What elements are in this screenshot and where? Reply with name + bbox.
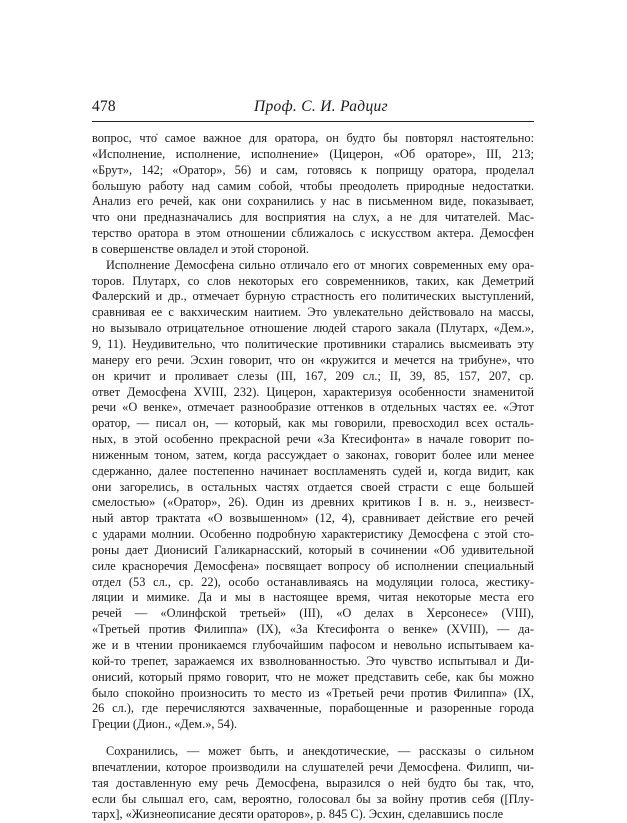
- text-line: большую работу над самим собой, чтобы преодолеть природные недостатки.: [92, 178, 534, 193]
- page-header: [92, 96, 534, 118]
- text-line: они загорелись, в остальных частях отдается своей страсти с еще большей: [92, 479, 534, 494]
- body-text: [92, 131, 534, 823]
- text-line: 26 сл.), где перечисляются захваченные, порабощенные и разоренные города: [92, 701, 534, 716]
- text-line: Сохранились, — может быть, и анекдотические, — рассказы о сильном: [106, 744, 534, 759]
- text-line: ный автор трактата «О возвышенном» (12, 4), сравнивает действие его речей: [92, 511, 534, 526]
- text-line: же и в чтении проникаемся глубочайшим пафосом и невольно испытываем ка-: [92, 638, 534, 652]
- text-line: с ударами молнии. Особенно подробную характеристику Демосфена с этой сто-: [92, 527, 534, 542]
- text-line: ляции и мимике. Да и мы в настоящее время, читая некоторые места его: [92, 590, 534, 605]
- text-line: отдел (53 сл., ср. 22), особо останавливаясь на модуляции голоса, жестику-: [92, 574, 534, 589]
- text-line: «Третьей против Филиппа» (IX), «За Ктесифонта о венке» (XVIII), — да-: [92, 622, 534, 637]
- text-line: сдержанно, далее постепенно начинает воспламенять судей и, когда видит, как: [92, 463, 534, 478]
- text-line: ниженным тоном, затем, когда рассуждает о законах, говорит более или менее: [92, 447, 534, 462]
- text-line: «Исполнение, исполнение, исполнение» (Цицерон, «Об ораторе», III, 213;: [92, 146, 534, 161]
- text-line: было спокойно произносить то место из «Третьей речи против Филиппа» (IX,: [92, 685, 534, 700]
- paragraph: [92, 131, 534, 258]
- running-head: Проф. С. И. Радциг: [254, 98, 388, 115]
- text-line: речи «О венке», отмечает разнообразие оттенков в отдельных частях ее. «Этот: [92, 400, 534, 415]
- text-line: силе красноречия Демосфена» посвящает вопросу об исполнении специальный: [92, 558, 534, 573]
- text-line: Греции (Дион., «Дем.», 54).: [92, 717, 238, 732]
- text-line: речей — «Олинфской третьей» (III), «О делах в Херсонесе» (VIII),: [92, 606, 534, 621]
- text-line: роны дает Дионисий Галикарнасский, который в сочинении «Об удивительной: [92, 542, 534, 557]
- paragraph: [92, 744, 534, 823]
- text-line: тая доставленную ему речь Демосфена, выразился о ней будто бы так, что,: [92, 775, 534, 790]
- text-line: терство оратора в этом отношении сближалось с искусством актера. Демосфен: [92, 226, 534, 241]
- paragraph: [92, 258, 534, 733]
- text-line: что они предназначались для восприятия на слух, а не для читателей. Мас-: [92, 210, 534, 225]
- text-line: Анализ его речей, как они сохранились у нас в письменном виде, показывает,: [92, 194, 534, 209]
- page-number: 478: [92, 98, 116, 115]
- paragraph-gap: [92, 733, 534, 744]
- text-line: оратор, — писал он, — который, как мы говорили, превосходил всех осталь-: [92, 416, 534, 431]
- text-line: онисий, который прямо говорит, что не может представить себе, как бы можно: [92, 669, 534, 684]
- text-line: он кричит и проливает слезы (III, 167, 209 сл.; II, 39, 85, 157, 207, ср.: [92, 368, 534, 383]
- text-line: 9, 11). Неудивительно, что политические противники старались высмеивать эту: [92, 336, 534, 351]
- header-rule: [92, 121, 534, 122]
- text-line: Фалерский и др., отмечает бурную страстность его политических выступлений,: [92, 289, 534, 304]
- text-line: ных, в этой особенно прекрасной речи «За Ктесифонта» в начале говорит по-: [92, 432, 534, 447]
- text-line: манеру его речи. Эсхин говорит, что он «кружится и мечется на трибуне», что: [92, 352, 534, 367]
- text-line: сравнивая ее с вакхическим наитием. Это увлекательно действовало на массы,: [92, 305, 534, 320]
- text-line: вопрос, что̇ самое важное для оратора, он будто бы повторял настоятельно:: [92, 131, 534, 145]
- text-line: ответ Демосфена XVIII, 232). Цицерон, характеризуя особенности знаменитой: [92, 384, 534, 399]
- text-line: впечатлении, которое производили на слушателей речи Демосфена. Филипп, чи-: [92, 759, 534, 774]
- text-line: в совершенстве овладел и этой стороной.: [92, 241, 310, 256]
- text-line: кой-то трепет, заражаемся их взволнованностью. Это чувство испытывал и Ди-: [92, 653, 534, 668]
- text-line: если бы слышал его, сам, вероятно, голосовал бы за войну против себя ([Плу-: [92, 791, 534, 806]
- text-line: Исполнение Демосфена сильно отличало его от многих современных ему ора-: [106, 257, 534, 272]
- text-line: смелостью» («Оратор», 26). Один из древних критиков I в. н. э., неизвест-: [92, 495, 534, 510]
- text-line: тарх], «Жизнеописание десяти ораторов», р. 845 С). Эсхин, сделавшись после: [92, 807, 504, 822]
- text-line: но вызывало отрицательное отношение людей старого закала (Плутарх, «Дем.»,: [92, 321, 534, 336]
- text-line: «Брут», 142; «Оратор», 56) и сам, готовясь к поприщу оратора, проделал: [92, 162, 534, 177]
- text-line: торов. Плутарх, со слов некоторых его современников, таких, как Деметрий: [92, 273, 534, 288]
